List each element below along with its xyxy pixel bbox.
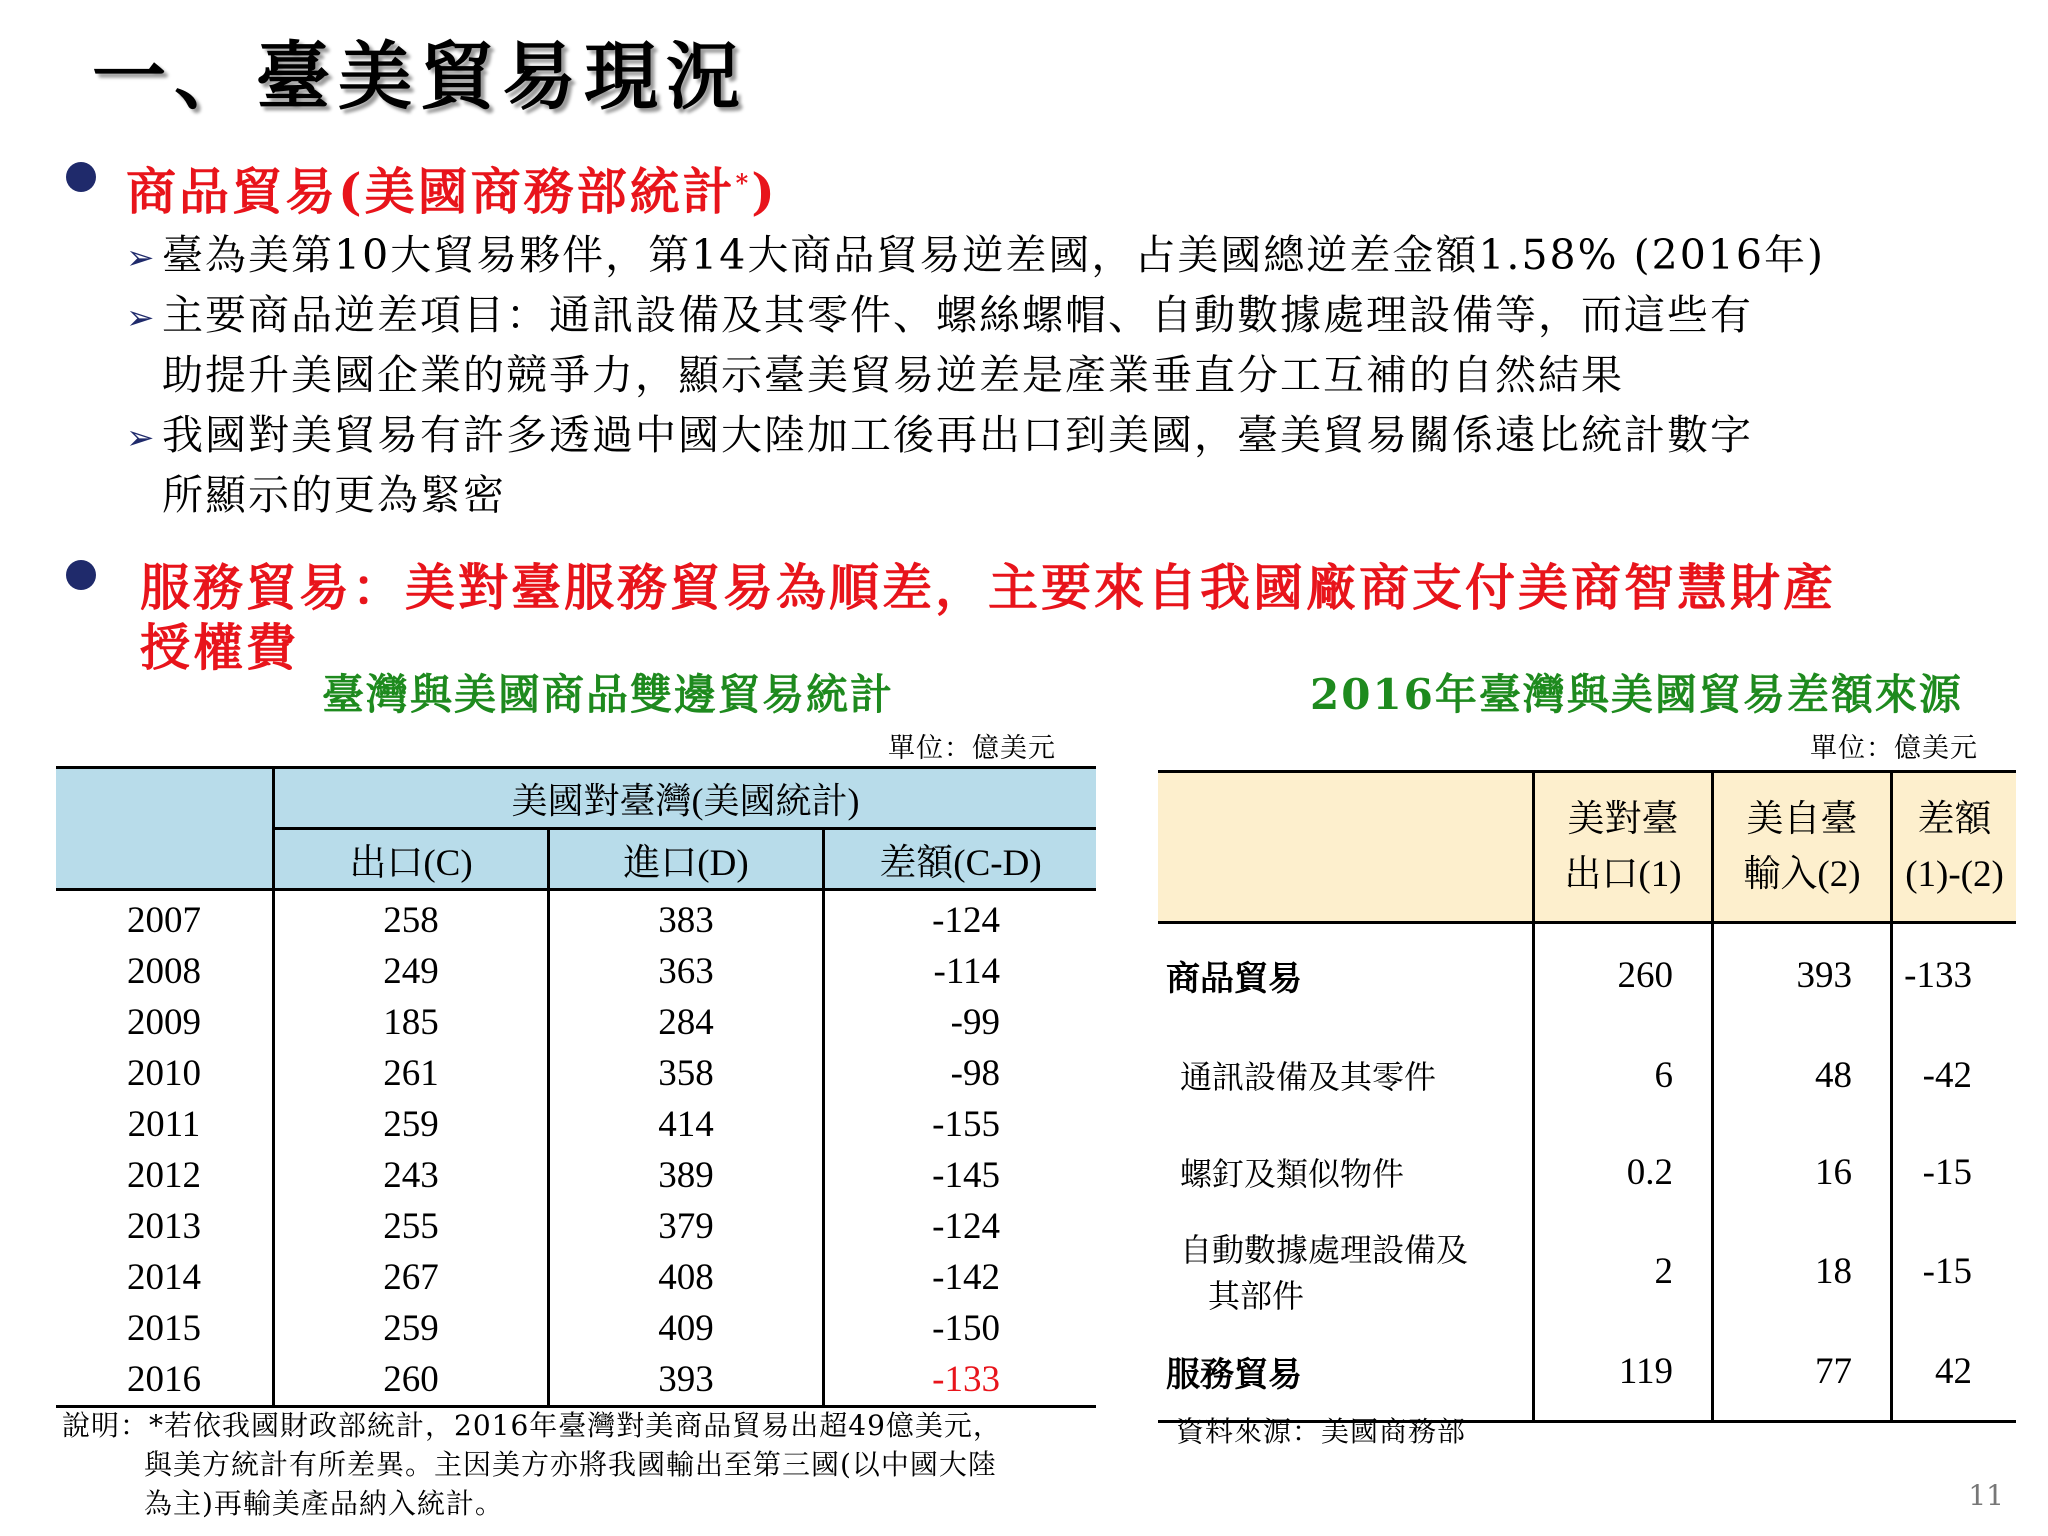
value-cell: -133 xyxy=(1892,923,2017,1027)
bullet-services-line1: 服務貿易：美對臺服務貿易為順差，主要來自我國廠商支付美商智慧財產 xyxy=(140,558,1836,617)
value-cell: 393 xyxy=(1713,923,1892,1027)
value-cell: 2 xyxy=(1534,1220,1713,1322)
year-cell: 2016 xyxy=(127,1359,201,1400)
arrow-bullet-icon: ➢ xyxy=(126,298,157,338)
value-cell: 16 xyxy=(1713,1124,1892,1220)
value-cell: -142 xyxy=(824,1252,1097,1303)
table2-unit: 單位：億美元 xyxy=(1810,733,1978,764)
value-cell: -124 xyxy=(824,1201,1097,1252)
table-row xyxy=(56,1201,1096,1252)
page-title: 一、臺美貿易現況 xyxy=(92,34,748,120)
value-cell: 18 xyxy=(1713,1220,1892,1322)
value-cell: -15 xyxy=(1892,1124,2017,1220)
table-row xyxy=(56,946,1096,997)
bullet-goods-heading: 商品貿易(美國商務部統計 xyxy=(126,162,736,221)
value-cell: 260 xyxy=(1534,923,1713,1027)
row-label: 自動數據處理設備及 其部件 xyxy=(1180,1231,1469,1315)
value-cell: 393 xyxy=(549,1354,824,1407)
note-line: 為主)再輸美產品納入統計。 xyxy=(144,1487,504,1521)
value-cell: 414 xyxy=(549,1099,824,1150)
year-cell: 2007 xyxy=(127,900,201,941)
value-cell: 42 xyxy=(1892,1322,2017,1422)
value-cell: 255 xyxy=(274,1201,549,1252)
col-header-us-import: 美自臺 輸入(2) xyxy=(1713,772,1892,923)
bullet-services-line2: 授權費 xyxy=(140,618,299,677)
value-cell: 409 xyxy=(549,1303,824,1354)
value-cell: -98 xyxy=(824,1048,1097,1099)
bullet-dot xyxy=(66,162,96,192)
value-cell: 77 xyxy=(1713,1322,1892,1422)
col-header-us-export: 美對臺 出口(1) xyxy=(1534,772,1713,923)
year-cell: 2010 xyxy=(127,1053,201,1094)
value-cell: -124 xyxy=(824,890,1097,947)
value-cell: -155 xyxy=(824,1099,1097,1150)
row-label: 通訊設備及其零件 xyxy=(1180,1058,1437,1096)
value-cell: 383 xyxy=(549,890,824,947)
value-cell: 363 xyxy=(549,946,824,997)
value-cell: 260 xyxy=(274,1354,549,1407)
subpoint-3 xyxy=(126,412,1753,459)
value-cell: 284 xyxy=(549,997,824,1048)
table-row xyxy=(56,997,1096,1048)
value-cell: 6 xyxy=(1534,1026,1713,1124)
value-cell: -15 xyxy=(1892,1220,2017,1322)
subpoint-1 xyxy=(126,232,1825,279)
year-cell: 2008 xyxy=(127,951,201,992)
year-cell: 2011 xyxy=(127,1104,201,1145)
table-row xyxy=(56,890,1096,947)
value-cell: 48 xyxy=(1713,1026,1892,1124)
trade-balance-source-table xyxy=(1158,770,2016,1423)
value-cell: -99 xyxy=(824,997,1097,1048)
year-cell: 2014 xyxy=(127,1257,201,1298)
table-row xyxy=(56,1252,1096,1303)
bullet-goods-close: ) xyxy=(751,162,778,221)
table-row xyxy=(1158,923,2016,1027)
arrow-bullet-icon: ➢ xyxy=(126,238,157,278)
year-cell: 2015 xyxy=(127,1308,201,1349)
value-cell: 259 xyxy=(274,1099,549,1150)
note-label: 說明： xyxy=(62,1409,150,1442)
bullet-dot xyxy=(66,560,96,590)
table2-source: 資料來源：美國商務部 xyxy=(1176,1415,1467,1448)
subpoint-2 xyxy=(126,292,1753,339)
table-row xyxy=(56,1048,1096,1099)
row-label: 服務貿易 xyxy=(1166,1354,1302,1395)
subpoint-3-text-line1: 我國對美貿易有許多透過中國大陸加工後再出口到美國，臺美貿易關係遠比統計數字 xyxy=(162,411,1753,459)
value-cell: 389 xyxy=(549,1150,824,1201)
value-cell: 358 xyxy=(549,1048,824,1099)
table2-corner xyxy=(1158,772,1534,923)
value-cell: 243 xyxy=(274,1150,549,1201)
table-row xyxy=(1158,1124,2016,1220)
col-header-import: 進口(D) xyxy=(549,829,824,890)
table1-note xyxy=(62,1406,1002,1524)
col-header-difference: 差額 (1)-(2) xyxy=(1892,772,2017,923)
bullet-goods-trade xyxy=(126,152,778,224)
page-number: 11 xyxy=(1968,1479,2004,1512)
value-cell: 0.2 xyxy=(1534,1124,1713,1220)
value-cell: 249 xyxy=(274,946,549,997)
table1-group-header: 美國對臺灣(美國統計) xyxy=(274,768,1097,829)
table-row xyxy=(1158,1026,2016,1124)
value-cell: 408 xyxy=(549,1252,824,1303)
col-header-balance: 差額(C-D) xyxy=(824,829,1097,890)
year-cell: 2012 xyxy=(127,1155,201,1196)
subpoint-2-text-line1: 主要商品逆差項目：通訊設備及其零件、螺絲螺帽、自動數據處理設備等，而這些有 xyxy=(162,291,1753,339)
note-line: 與美方統計有所差異。主因美方亦將我國輸出至第三國(以中國大陸 xyxy=(144,1448,997,1482)
value-cell: -150 xyxy=(824,1303,1097,1354)
table-row xyxy=(1158,1322,2016,1422)
value-cell: 267 xyxy=(274,1252,549,1303)
note-line: *若依我國財政部統計，2016年臺灣對美商品貿易出超49億美元， xyxy=(149,1409,1002,1442)
subpoint-1-text: 臺為美第10大貿易夥伴，第14大商品貿易逆差國，占美國總逆差金額1.58% (2016年) xyxy=(162,231,1825,279)
arrow-bullet-icon: ➢ xyxy=(126,418,157,458)
row-label: 螺釘及類似物件 xyxy=(1180,1155,1405,1193)
value-cell: -133 xyxy=(824,1354,1097,1407)
subpoint-2-line2: 助提升美國企業的競爭力，顯示臺美貿易逆差是產業垂直分工互補的自然結果 xyxy=(162,351,1624,399)
value-cell: 185 xyxy=(274,997,549,1048)
year-cell: 2013 xyxy=(127,1206,201,1247)
year-cell: 2009 xyxy=(127,1002,201,1043)
value-cell: 379 xyxy=(549,1201,824,1252)
table-row xyxy=(56,1303,1096,1354)
table-row xyxy=(56,1099,1096,1150)
value-cell: -114 xyxy=(824,946,1097,997)
table1-unit: 單位：億美元 xyxy=(888,733,1056,764)
bilateral-trade-table xyxy=(56,766,1096,1408)
col-header-export: 出口(C) xyxy=(274,829,549,890)
table-row xyxy=(56,1150,1096,1201)
value-cell: 258 xyxy=(274,890,549,947)
table1-title: 臺灣與美國商品雙邊貿易統計 xyxy=(322,670,895,719)
row-label: 商品貿易 xyxy=(1166,958,1302,999)
table-row xyxy=(56,1354,1096,1407)
table-row xyxy=(1158,1220,2016,1322)
value-cell: 259 xyxy=(274,1303,549,1354)
value-cell: 119 xyxy=(1534,1322,1713,1422)
value-cell: 261 xyxy=(274,1048,549,1099)
subpoint-3-line2: 所顯示的更為緊密 xyxy=(162,471,506,519)
value-cell: -42 xyxy=(1892,1026,2017,1124)
footnote-marker: * xyxy=(735,168,752,198)
table1-corner xyxy=(56,768,274,890)
value-cell: -145 xyxy=(824,1150,1097,1201)
table2-title: 2016年臺灣與美國貿易差額來源 xyxy=(1310,670,1963,719)
